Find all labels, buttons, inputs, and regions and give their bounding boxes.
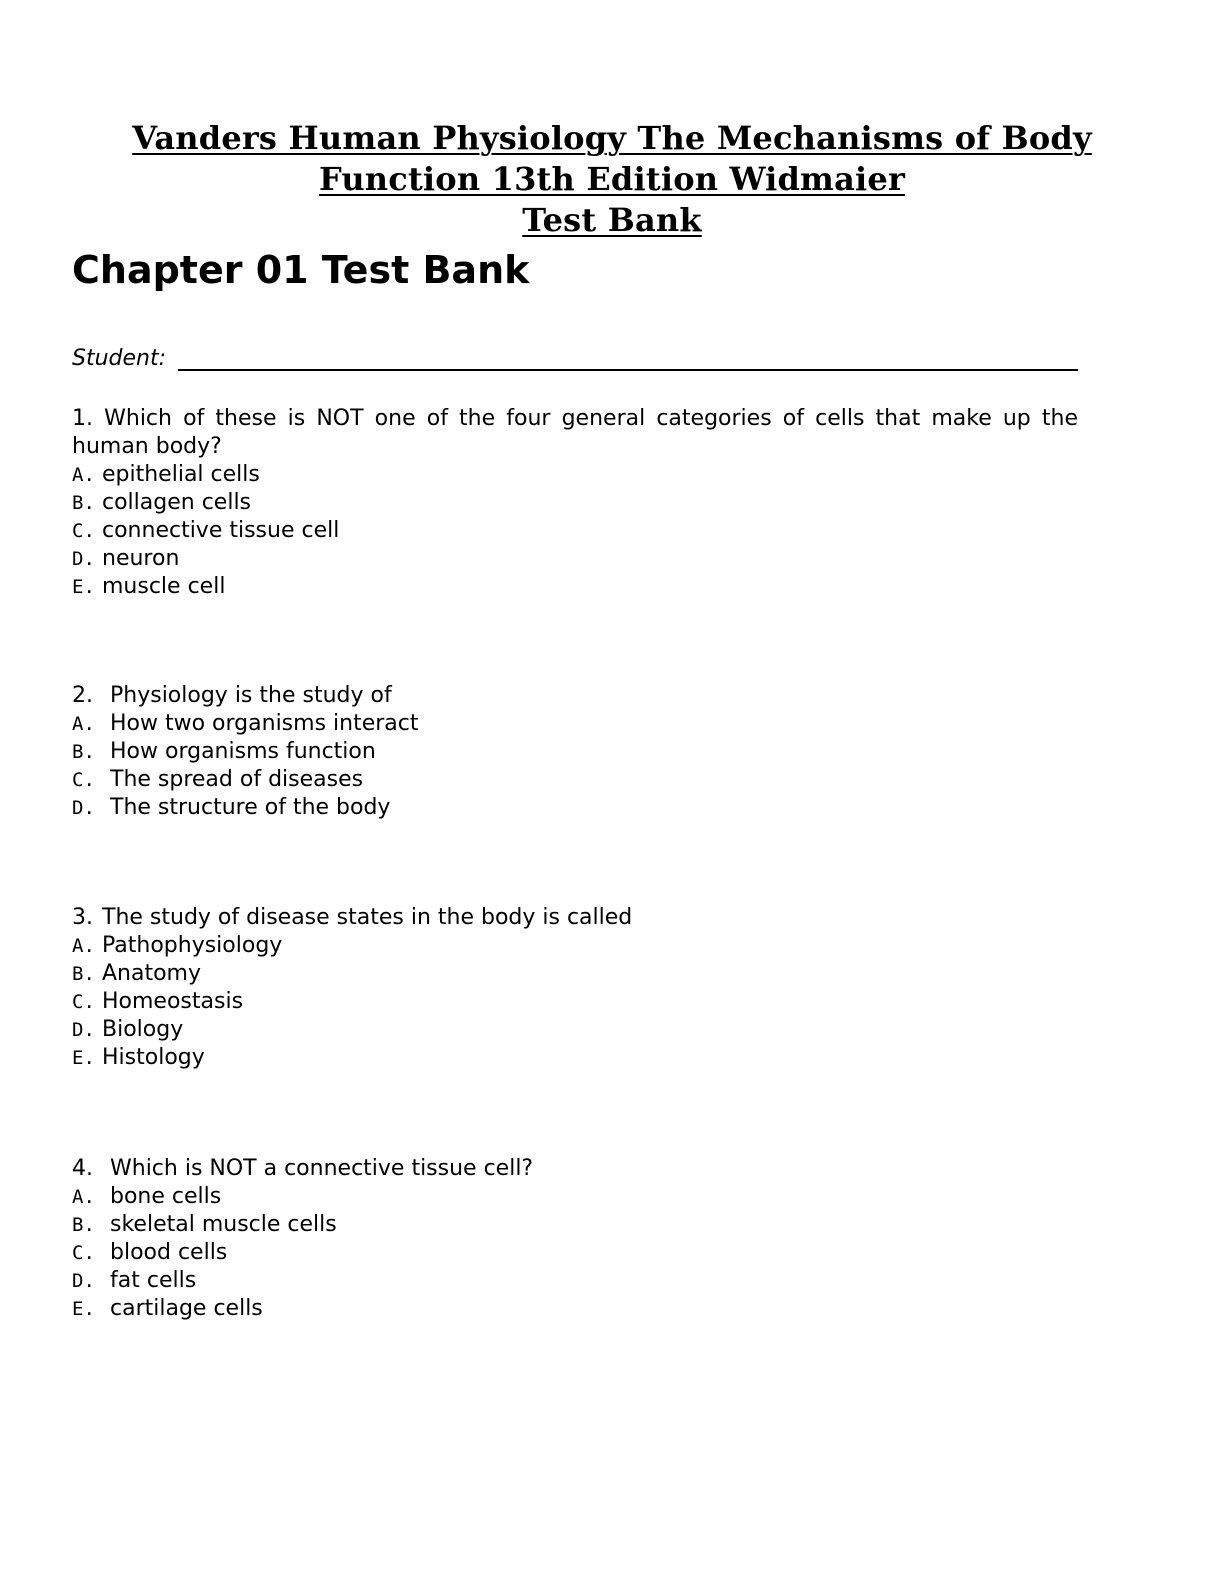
- option-e: [72, 1295, 1082, 1323]
- option-text: blood cells: [110, 1240, 228, 1265]
- option-letter: A.: [72, 1186, 95, 1208]
- option-d: [72, 545, 1082, 573]
- document-title: [72, 118, 1152, 241]
- option-text: Homeostasis: [102, 989, 244, 1014]
- option-letter: C.: [72, 991, 95, 1013]
- option-text: Anatomy: [102, 961, 202, 986]
- option-letter: D.: [72, 1270, 95, 1292]
- option-letter: B.: [72, 741, 95, 763]
- question-number: 1.: [72, 406, 93, 431]
- option-letter: E.: [72, 1047, 95, 1069]
- option-text: epithelial cells: [102, 462, 260, 487]
- option-letter: E.: [72, 1298, 95, 1320]
- question-4: [72, 1155, 1082, 1323]
- option-letter: C.: [72, 769, 95, 791]
- option-text: How organisms function: [110, 739, 376, 764]
- option-b: [72, 960, 1082, 988]
- option-text: cartilage cells: [110, 1296, 263, 1321]
- question-1: [72, 405, 1082, 601]
- option-a: [72, 461, 1082, 489]
- option-c: [72, 766, 1082, 794]
- option-text: bone cells: [110, 1184, 222, 1209]
- option-letter: E.: [72, 576, 95, 598]
- option-letter: B.: [72, 1214, 95, 1236]
- option-text: neuron: [102, 546, 180, 571]
- option-text: fat cells: [110, 1268, 197, 1293]
- option-text: How two organisms interact: [110, 711, 419, 736]
- option-letter: A.: [72, 464, 95, 486]
- option-text: Biology: [102, 1017, 184, 1042]
- question-stem: [72, 1155, 1082, 1183]
- option-text: muscle cell: [102, 574, 226, 599]
- question-text: Physiology is the study of: [110, 683, 392, 708]
- question-number: 3.: [72, 905, 93, 930]
- option-letter: B.: [72, 492, 95, 514]
- option-text: The spread of diseases: [110, 767, 364, 792]
- option-text: Pathophysiology: [102, 933, 283, 958]
- option-letter: A.: [72, 713, 95, 735]
- option-letter: D.: [72, 797, 95, 819]
- option-text: skeletal muscle cells: [110, 1212, 337, 1237]
- option-b: [72, 1211, 1082, 1239]
- option-letter: C.: [72, 520, 95, 542]
- option-c: [72, 517, 1082, 545]
- option-text: collagen cells: [102, 490, 252, 515]
- title-line-1: Vanders Human Physiology The Mechanisms of Body: [132, 119, 1092, 157]
- option-letter: D.: [72, 548, 95, 570]
- question-stem: [72, 904, 1082, 932]
- student-name-line: [178, 369, 1078, 371]
- option-d: [72, 794, 1082, 822]
- option-text: connective tissue cell: [102, 518, 340, 543]
- question-stem: [72, 682, 1082, 710]
- student-label: Student:: [72, 346, 167, 371]
- option-b: [72, 489, 1082, 517]
- option-c: [72, 988, 1082, 1016]
- option-letter: A.: [72, 935, 95, 957]
- question-2: [72, 682, 1082, 822]
- option-d: [72, 1267, 1082, 1295]
- option-e: [72, 573, 1082, 601]
- title-line-3: Test Bank: [522, 201, 702, 239]
- option-b: [72, 738, 1082, 766]
- option-d: [72, 1016, 1082, 1044]
- option-letter: B.: [72, 963, 95, 985]
- student-field: [72, 344, 1078, 374]
- option-letter: D.: [72, 1019, 95, 1041]
- option-a: [72, 710, 1082, 738]
- option-text: The structure of the body: [110, 795, 391, 820]
- question-stem: [72, 405, 1078, 461]
- option-a: [72, 932, 1082, 960]
- option-c: [72, 1239, 1082, 1267]
- question-text: Which is NOT a connective tissue cell?: [110, 1156, 534, 1181]
- question-3: [72, 904, 1082, 1072]
- chapter-title: Chapter 01 Test Bank: [72, 248, 530, 292]
- question-number: 2.: [72, 683, 93, 708]
- question-text: The study of disease states in the body is called: [102, 905, 633, 930]
- option-e: [72, 1044, 1082, 1072]
- option-a: [72, 1183, 1082, 1211]
- title-line-2: Function 13th Edition Widmaier: [318, 160, 906, 198]
- option-letter: C.: [72, 1242, 95, 1264]
- option-text: Histology: [102, 1045, 205, 1070]
- question-text: Which of these is NOT one of the four general categories of cells that make up the human body?: [72, 406, 1078, 459]
- question-number: 4.: [72, 1156, 93, 1181]
